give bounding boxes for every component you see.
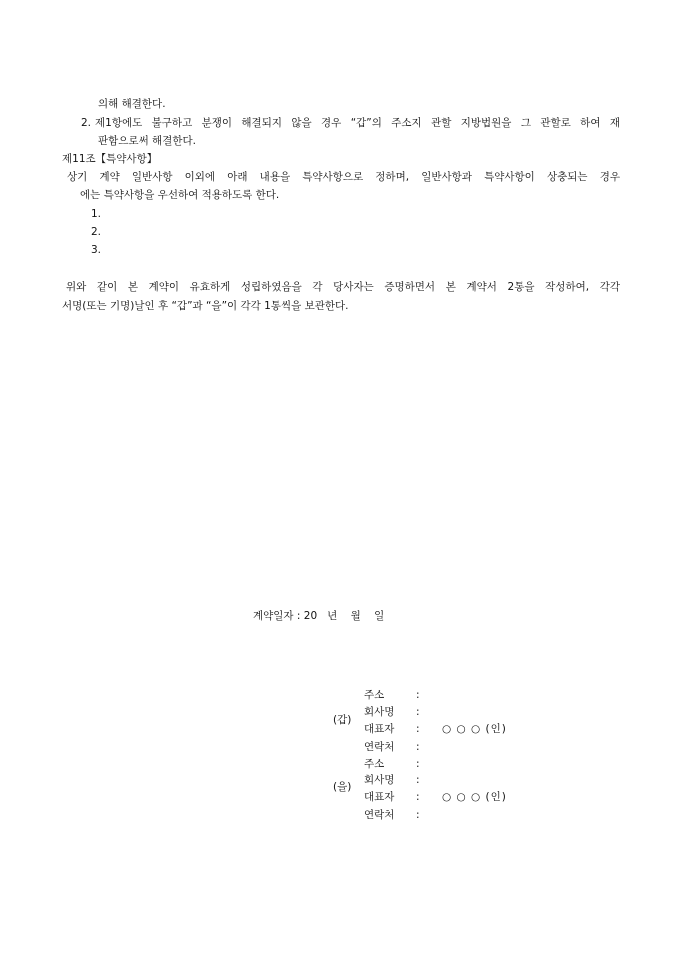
party-a-contact-colon: : xyxy=(416,741,420,753)
party-b-address-colon: : xyxy=(416,758,420,770)
party-b-contact-colon: : xyxy=(416,809,420,821)
special-item-3: 3. xyxy=(91,244,102,256)
party-a-company-colon: : xyxy=(416,706,420,718)
party-a-address-colon: : xyxy=(416,689,420,701)
party-a-company-label: 회사명 xyxy=(364,706,395,718)
article-11-title: 제11조【특약사항】 xyxy=(62,153,158,165)
article-11-line-1: 상기 계약 일반사항 이외에 아래 내용을 특약사항으로 정하며, 일반사항과 특약사항이 상충되는 경우 xyxy=(67,171,620,183)
closing-line-1: 위와 같이 본 계약이 유효하게 성립하였음을 각 당사자는 증명하면서 본 계약서 2통을 작성하여, 각각 xyxy=(66,281,620,293)
party-a-contact-label: 연락처 xyxy=(364,741,395,753)
party-b-representative-colon: : xyxy=(416,791,420,803)
party-b-company-colon: : xyxy=(416,774,420,786)
party-a-mark: (갑) xyxy=(333,714,352,726)
party-b-company-label: 회사명 xyxy=(364,774,395,786)
item-2-line-1: 제1항에도 불구하고 분쟁이 해결되지 않을 경우 “갑”의 주소지 관할 지방법원을 그 관할로 하여 재 xyxy=(95,117,620,129)
party-b-mark: (을) xyxy=(333,781,352,793)
party-b-address-label: 주소 xyxy=(364,758,385,770)
contract-date: 계약일자 : 20 년 월 일 xyxy=(253,610,385,622)
party-a-representative-label: 대표자 xyxy=(364,723,395,735)
item-number-2: 2. xyxy=(81,117,92,129)
party-b-representative-label: 대표자 xyxy=(364,791,395,803)
party-b-signature: ○ ○ ○ (인) xyxy=(442,791,507,803)
article-11-line-2: 에는 특약사항을 우선하여 적용하도록 한다. xyxy=(80,189,280,201)
party-a-signature: ○ ○ ○ (인) xyxy=(442,723,507,735)
party-a-representative-colon: : xyxy=(416,723,420,735)
special-item-2: 2. xyxy=(91,226,102,238)
item-2-line-2: 판함으로써 해결한다. xyxy=(98,135,196,147)
clause-continuation: 의해 해결한다. xyxy=(98,98,166,110)
special-item-1: 1. xyxy=(91,208,102,220)
party-a-address-label: 주소 xyxy=(364,689,385,701)
closing-line-2: 서명(또는 기명)날인 후 “갑”과 “을”이 각각 1통씩을 보관한다. xyxy=(62,300,349,312)
party-b-contact-label: 연락처 xyxy=(364,809,395,821)
